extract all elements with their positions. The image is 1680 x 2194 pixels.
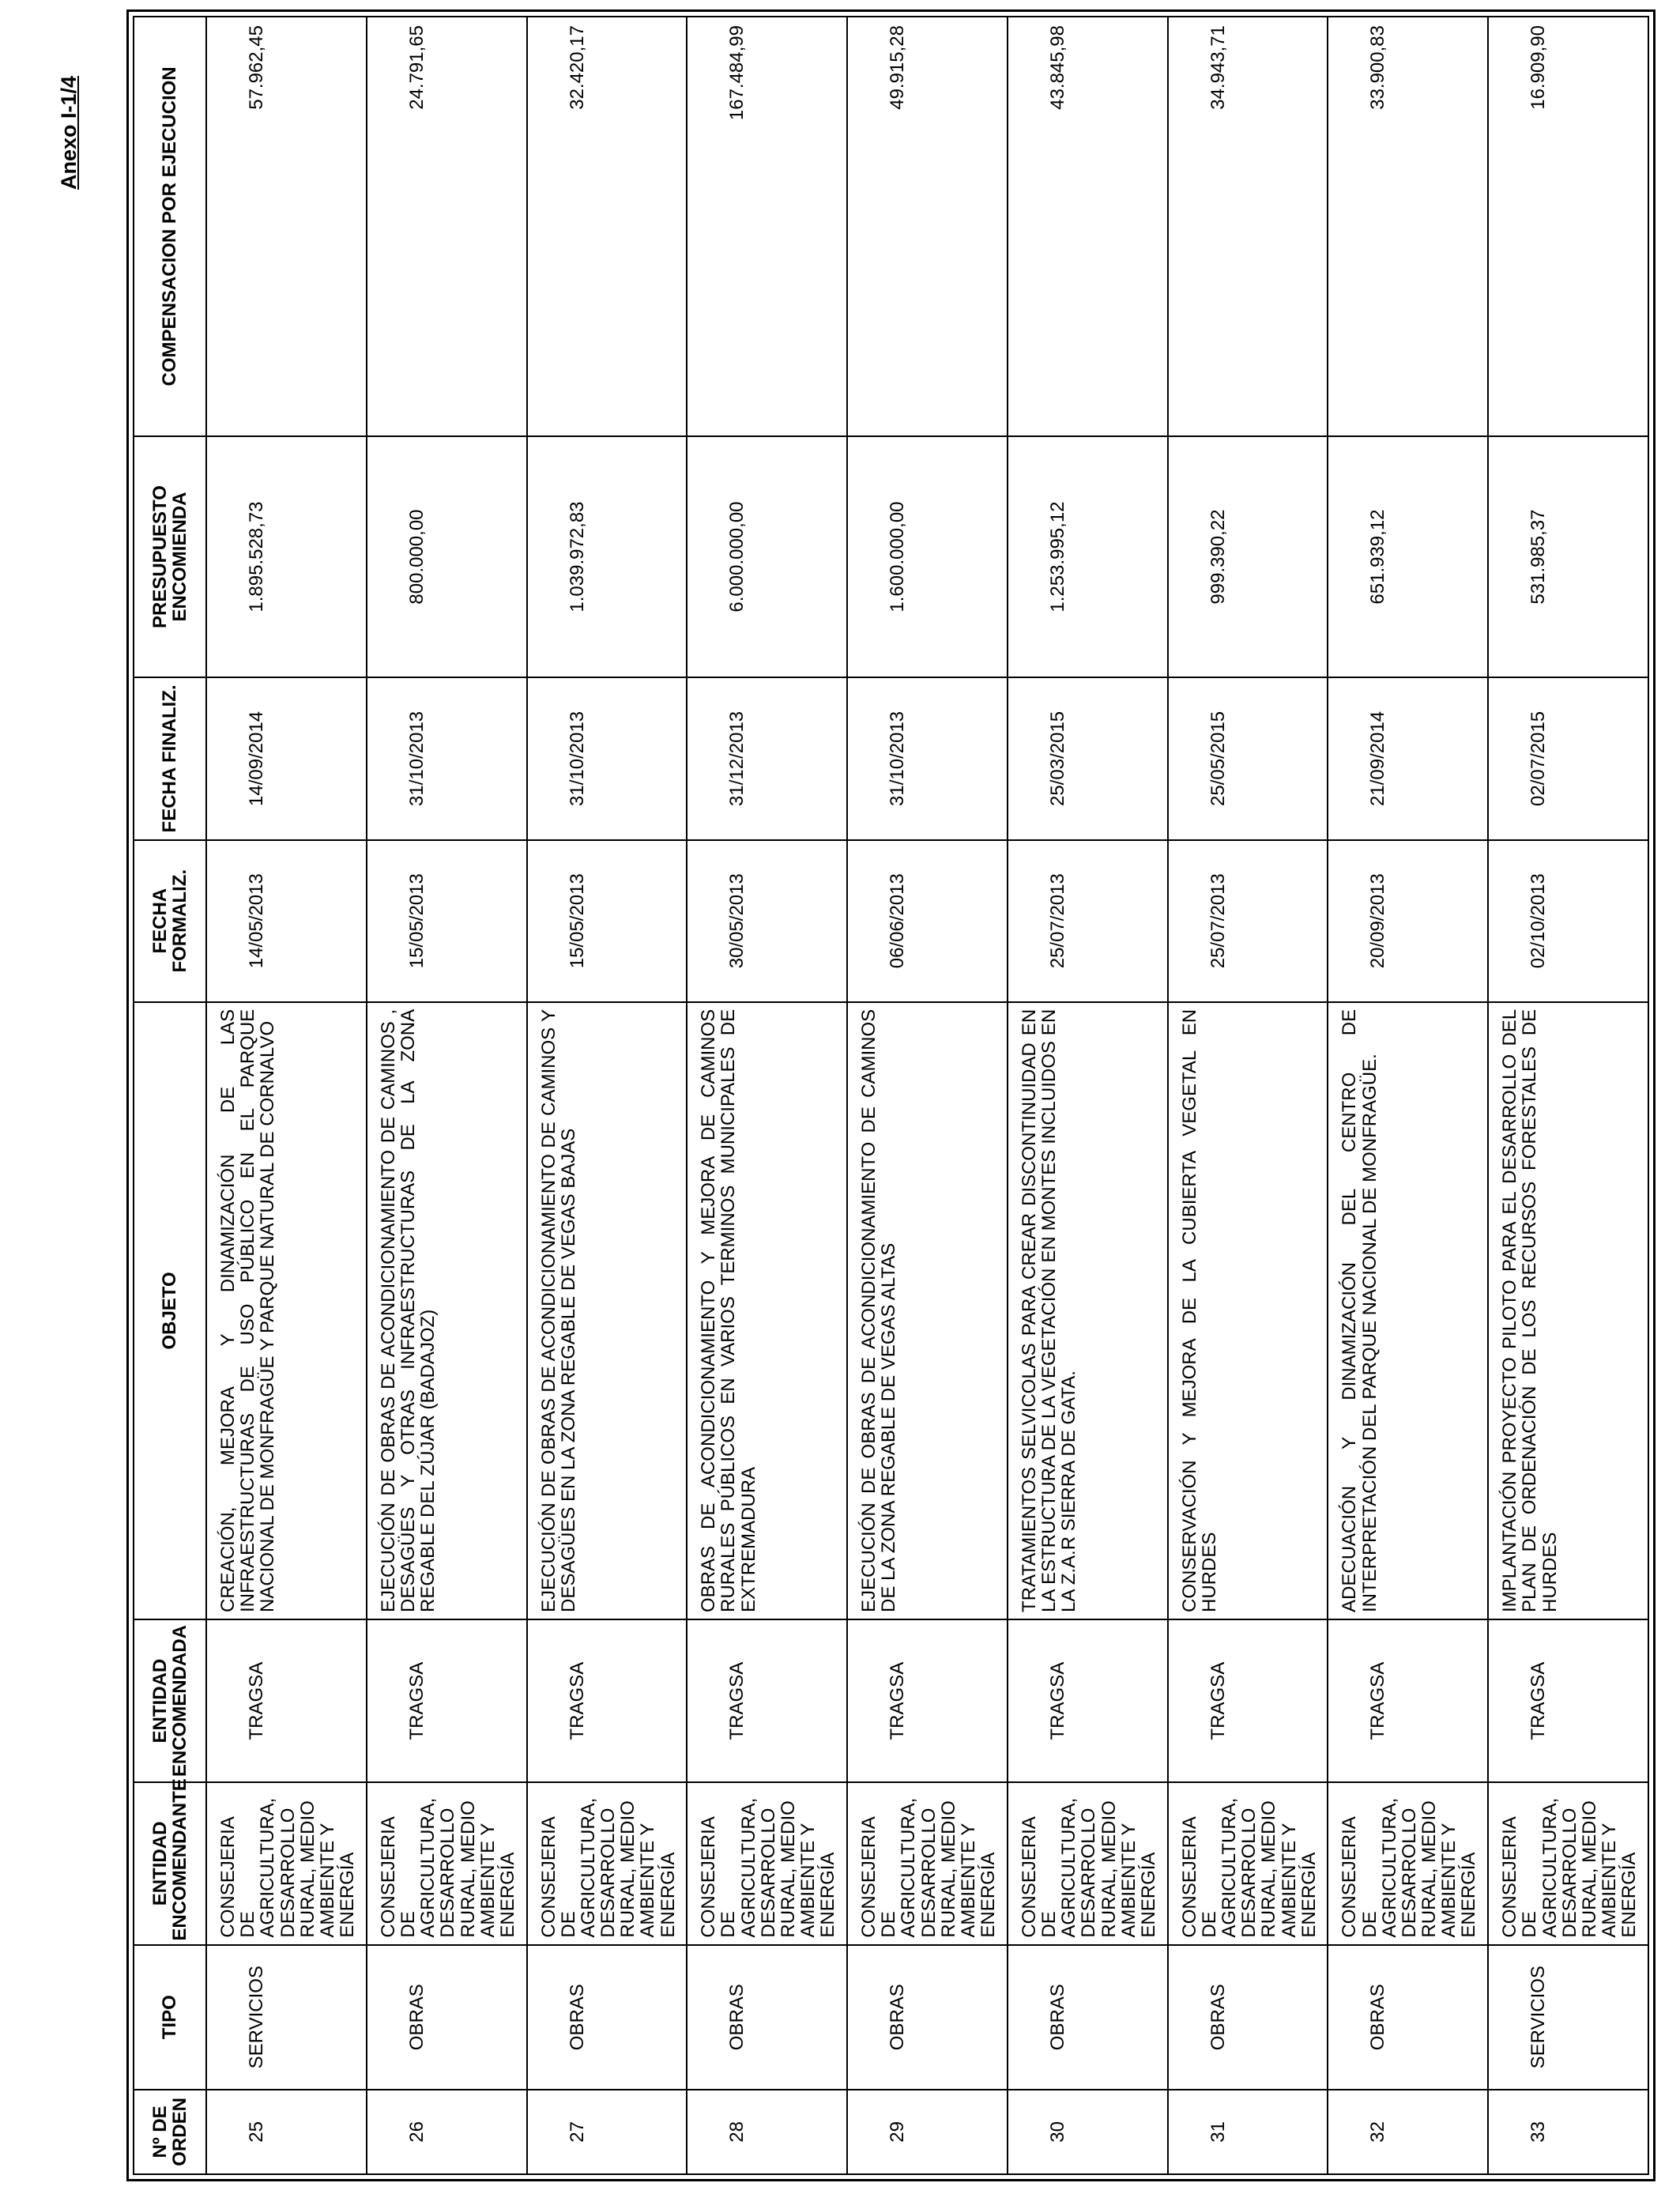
cell-objeto: CREACIÓN, MEJORA Y DINAMIZACIÓN DE LAS INFRAESTRUCTURAS DE USO PÚBLICO EN EL PARQUE NACIONAL DE MONFRAGÜE Y PARQUE NATURAL DE CORNALVO — [206, 1002, 367, 1619]
cell-compensacion: 167.484,99 — [687, 17, 847, 436]
cell-encomendada: TRAGSA — [1488, 1619, 1648, 1782]
cell-fecha-finaliz: 02/07/2015 — [1488, 677, 1648, 839]
cell-encomendada: TRAGSA — [367, 1619, 527, 1782]
cell-objeto: ADECUACIÓN Y DINAMIZACIÓN DEL CENTRO DE INTERPRETACIÓN DEL PARQUE NACIONAL DE MONFRAGÜE. — [1328, 1002, 1488, 1619]
cell-encomendada: TRAGSA — [206, 1619, 367, 1782]
table-row — [367, 17, 527, 2174]
cell-fecha-finaliz: 31/10/2013 — [367, 677, 527, 839]
table-row — [1168, 17, 1328, 2174]
cell-encomendada: TRAGSA — [1008, 1619, 1168, 1782]
header-objeto: OBJETO — [134, 1002, 206, 1619]
cell-fecha-formaliz: 15/05/2013 — [527, 840, 687, 1002]
table-row — [206, 17, 367, 2174]
cell-objeto: EJECUCIÓN DE OBRAS DE ACONDICIONAMIENTO DE CAMINOS DE LA ZONA REGABLE DE VEGAS ALTAS — [847, 1002, 1008, 1619]
cell-fecha-finaliz: 31/12/2013 — [687, 677, 847, 839]
header-presupuesto: PRESUPUESTO ENCOMIENDA — [134, 436, 206, 677]
cell-presupuesto: 800.000,00 — [367, 436, 527, 677]
cell-objeto: TRATAMIENTOS SELVICOLAS PARA CREAR DISCONTINUIDAD EN LA ESTRUCTURA DE LA VEGETACIÓN EN MONTES INCLUIDOS EN LA Z.A.R SIERRA DE GATA. — [1008, 1002, 1168, 1619]
cell-tipo: OBRAS — [367, 1945, 527, 2090]
cell-presupuesto: 651.939,12 — [1328, 436, 1488, 677]
cell-fecha-formaliz: 15/05/2013 — [367, 840, 527, 1002]
cell-fecha-finaliz: 31/10/2013 — [527, 677, 687, 839]
cell-presupuesto: 1.600.000,00 — [847, 436, 1008, 677]
header-encomendante: ENTIDAD ENCOMENDANTE — [134, 1782, 206, 1944]
cell-fecha-formaliz: 30/05/2013 — [687, 840, 847, 1002]
header-orden: Nº DE ORDEN — [134, 2090, 206, 2174]
cell-encomendante: CONSEJERIA DE AGRICULTURA, DESARROLLO RURAL, MEDIO AMBIENTE Y ENERGÍA — [1168, 1782, 1328, 1944]
table-row — [527, 17, 687, 2174]
cell-orden: 32 — [1328, 2090, 1488, 2174]
cell-orden: 25 — [206, 2090, 367, 2174]
table-row — [1328, 17, 1488, 2174]
cell-presupuesto: 6.000.000,00 — [687, 436, 847, 677]
cell-fecha-finaliz: 31/10/2013 — [847, 677, 1008, 839]
cell-encomendante: CONSEJERIA DE AGRICULTURA, DESARROLLO RURAL, MEDIO AMBIENTE Y ENERGÍA — [206, 1782, 367, 1944]
cell-orden: 30 — [1008, 2090, 1168, 2174]
cell-compensacion: 24.791,65 — [367, 17, 527, 436]
cell-tipo: OBRAS — [1008, 1945, 1168, 2090]
cell-compensacion: 16.909,90 — [1488, 17, 1648, 436]
table-row — [847, 17, 1008, 2174]
cell-encomendada: TRAGSA — [1168, 1619, 1328, 1782]
cell-compensacion: 57.962,45 — [206, 17, 367, 436]
cell-orden: 27 — [527, 2090, 687, 2174]
cell-presupuesto: 999.390,22 — [1168, 436, 1328, 677]
header-row — [134, 17, 206, 2174]
cell-encomendante: CONSEJERIA DE AGRICULTURA, DESARROLLO RURAL, MEDIO AMBIENTE Y ENERGÍA — [1328, 1782, 1488, 1944]
cell-orden: 26 — [367, 2090, 527, 2174]
cell-tipo: SERVICIOS — [1488, 1945, 1648, 2090]
cell-fecha-formaliz: 06/06/2013 — [847, 840, 1008, 1002]
cell-fecha-formaliz: 25/07/2013 — [1008, 840, 1168, 1002]
annex-label: Anexo I-1/4 — [57, 75, 81, 190]
cell-fecha-formaliz: 02/10/2013 — [1488, 840, 1648, 1002]
cell-encomendada: TRAGSA — [847, 1619, 1008, 1782]
cell-orden: 33 — [1488, 2090, 1648, 2174]
cell-fecha-finaliz: 21/09/2014 — [1328, 677, 1488, 839]
table-row — [1008, 17, 1168, 2174]
cell-objeto: CONSERVACIÓN Y MEJORA DE LA CUBIERTA VEGETAL EN HURDES — [1168, 1002, 1328, 1619]
cell-objeto: EJECUCIÓN DE OBRAS DE ACONDICIONAMIENTO DE CAMINOS , DESAGÜES Y OTRAS INFRAESTRUCTURAS DE LA ZONA REGABLE DEL ZÚJAR (BADAJOZ) — [367, 1002, 527, 1619]
header-fecha-finaliz: FECHA FINALIZ. — [134, 677, 206, 839]
table-row — [1488, 17, 1648, 2174]
table-frame — [126, 9, 1656, 2181]
cell-encomendante: CONSEJERIA DE AGRICULTURA, DESARROLLO RURAL, MEDIO AMBIENTE Y ENERGÍA — [847, 1782, 1008, 1944]
header-fecha-formaliz: FECHA FORMALIZ. — [134, 840, 206, 1002]
cell-orden: 29 — [847, 2090, 1008, 2174]
cell-tipo: OBRAS — [687, 1945, 847, 2090]
cell-tipo: OBRAS — [847, 1945, 1008, 2090]
header-tipo: TIPO — [134, 1945, 206, 2090]
cell-objeto: EJECUCIÓN DE OBRAS DE ACONDICIONAMIENTO DE CAMINOS Y DESAGÜES EN LA ZONA REGABLE DE VEGAS BAJAS — [527, 1002, 687, 1619]
cell-fecha-finaliz: 25/05/2015 — [1168, 677, 1328, 839]
cell-orden: 28 — [687, 2090, 847, 2174]
header-compensacion: COMPENSACION POR EJECUCION — [134, 17, 206, 436]
cell-encomendada: TRAGSA — [1328, 1619, 1488, 1782]
cell-objeto: OBRAS DE ACONDICIONAMIENTO Y MEJORA DE CAMINOS RURALES PÚBLICOS EN VARIOS TERMINOS MUNICIPALES DE EXTREMADURA — [687, 1002, 847, 1619]
cell-objeto: IMPLANTACIÓN PROYECTO PILOTO PARA EL DESARROLLO DEL PLAN DE ORDENACIÓN DE LOS RECURSOS FORESTALES DE HURDES — [1488, 1002, 1648, 1619]
cell-fecha-finaliz: 25/03/2015 — [1008, 677, 1168, 839]
cell-presupuesto: 1.895.528,73 — [206, 436, 367, 677]
cell-orden: 31 — [1168, 2090, 1328, 2174]
cell-compensacion: 33.900,83 — [1328, 17, 1488, 436]
cell-encomendante: CONSEJERIA DE AGRICULTURA, DESARROLLO RURAL, MEDIO AMBIENTE Y ENERGÍA — [367, 1782, 527, 1944]
cell-encomendante: CONSEJERIA DE AGRICULTURA, DESARROLLO RURAL, MEDIO AMBIENTE Y ENERGÍA — [687, 1782, 847, 1944]
cell-fecha-formaliz: 20/09/2013 — [1328, 840, 1488, 1002]
cell-compensacion: 34.943,71 — [1168, 17, 1328, 436]
cell-compensacion: 49.915,28 — [847, 17, 1008, 436]
cell-encomendada: TRAGSA — [527, 1619, 687, 1782]
table-row — [687, 17, 847, 2174]
cell-encomendada: TRAGSA — [687, 1619, 847, 1782]
cell-encomendante: CONSEJERIA DE AGRICULTURA, DESARROLLO RURAL, MEDIO AMBIENTE Y ENERGÍA — [1008, 1782, 1168, 1944]
header-encomendada: ENTIDAD ENCOMENDADA — [134, 1619, 206, 1782]
cell-compensacion: 32.420,17 — [527, 17, 687, 436]
cell-fecha-formaliz: 14/05/2013 — [206, 840, 367, 1002]
cell-tipo: OBRAS — [1168, 1945, 1328, 2090]
cell-fecha-formaliz: 25/07/2013 — [1168, 840, 1328, 1002]
cell-encomendante: CONSEJERIA DE AGRICULTURA, DESARROLLO RURAL, MEDIO AMBIENTE Y ENERGÍA — [527, 1782, 687, 1944]
cell-tipo: SERVICIOS — [206, 1945, 367, 2090]
cell-presupuesto: 1.039.972,83 — [527, 436, 687, 677]
cell-encomendante: CONSEJERIA DE AGRICULTURA, DESARROLLO RURAL, MEDIO AMBIENTE Y ENERGÍA — [1488, 1782, 1648, 1944]
cell-compensacion: 43.845,98 — [1008, 17, 1168, 436]
cell-tipo: OBRAS — [1328, 1945, 1488, 2090]
cell-presupuesto: 1.253.995,12 — [1008, 436, 1168, 677]
cell-tipo: OBRAS — [527, 1945, 687, 2090]
encomiendas-table — [133, 16, 1649, 2175]
cell-presupuesto: 531.985,37 — [1488, 436, 1648, 677]
cell-fecha-finaliz: 14/09/2014 — [206, 677, 367, 839]
